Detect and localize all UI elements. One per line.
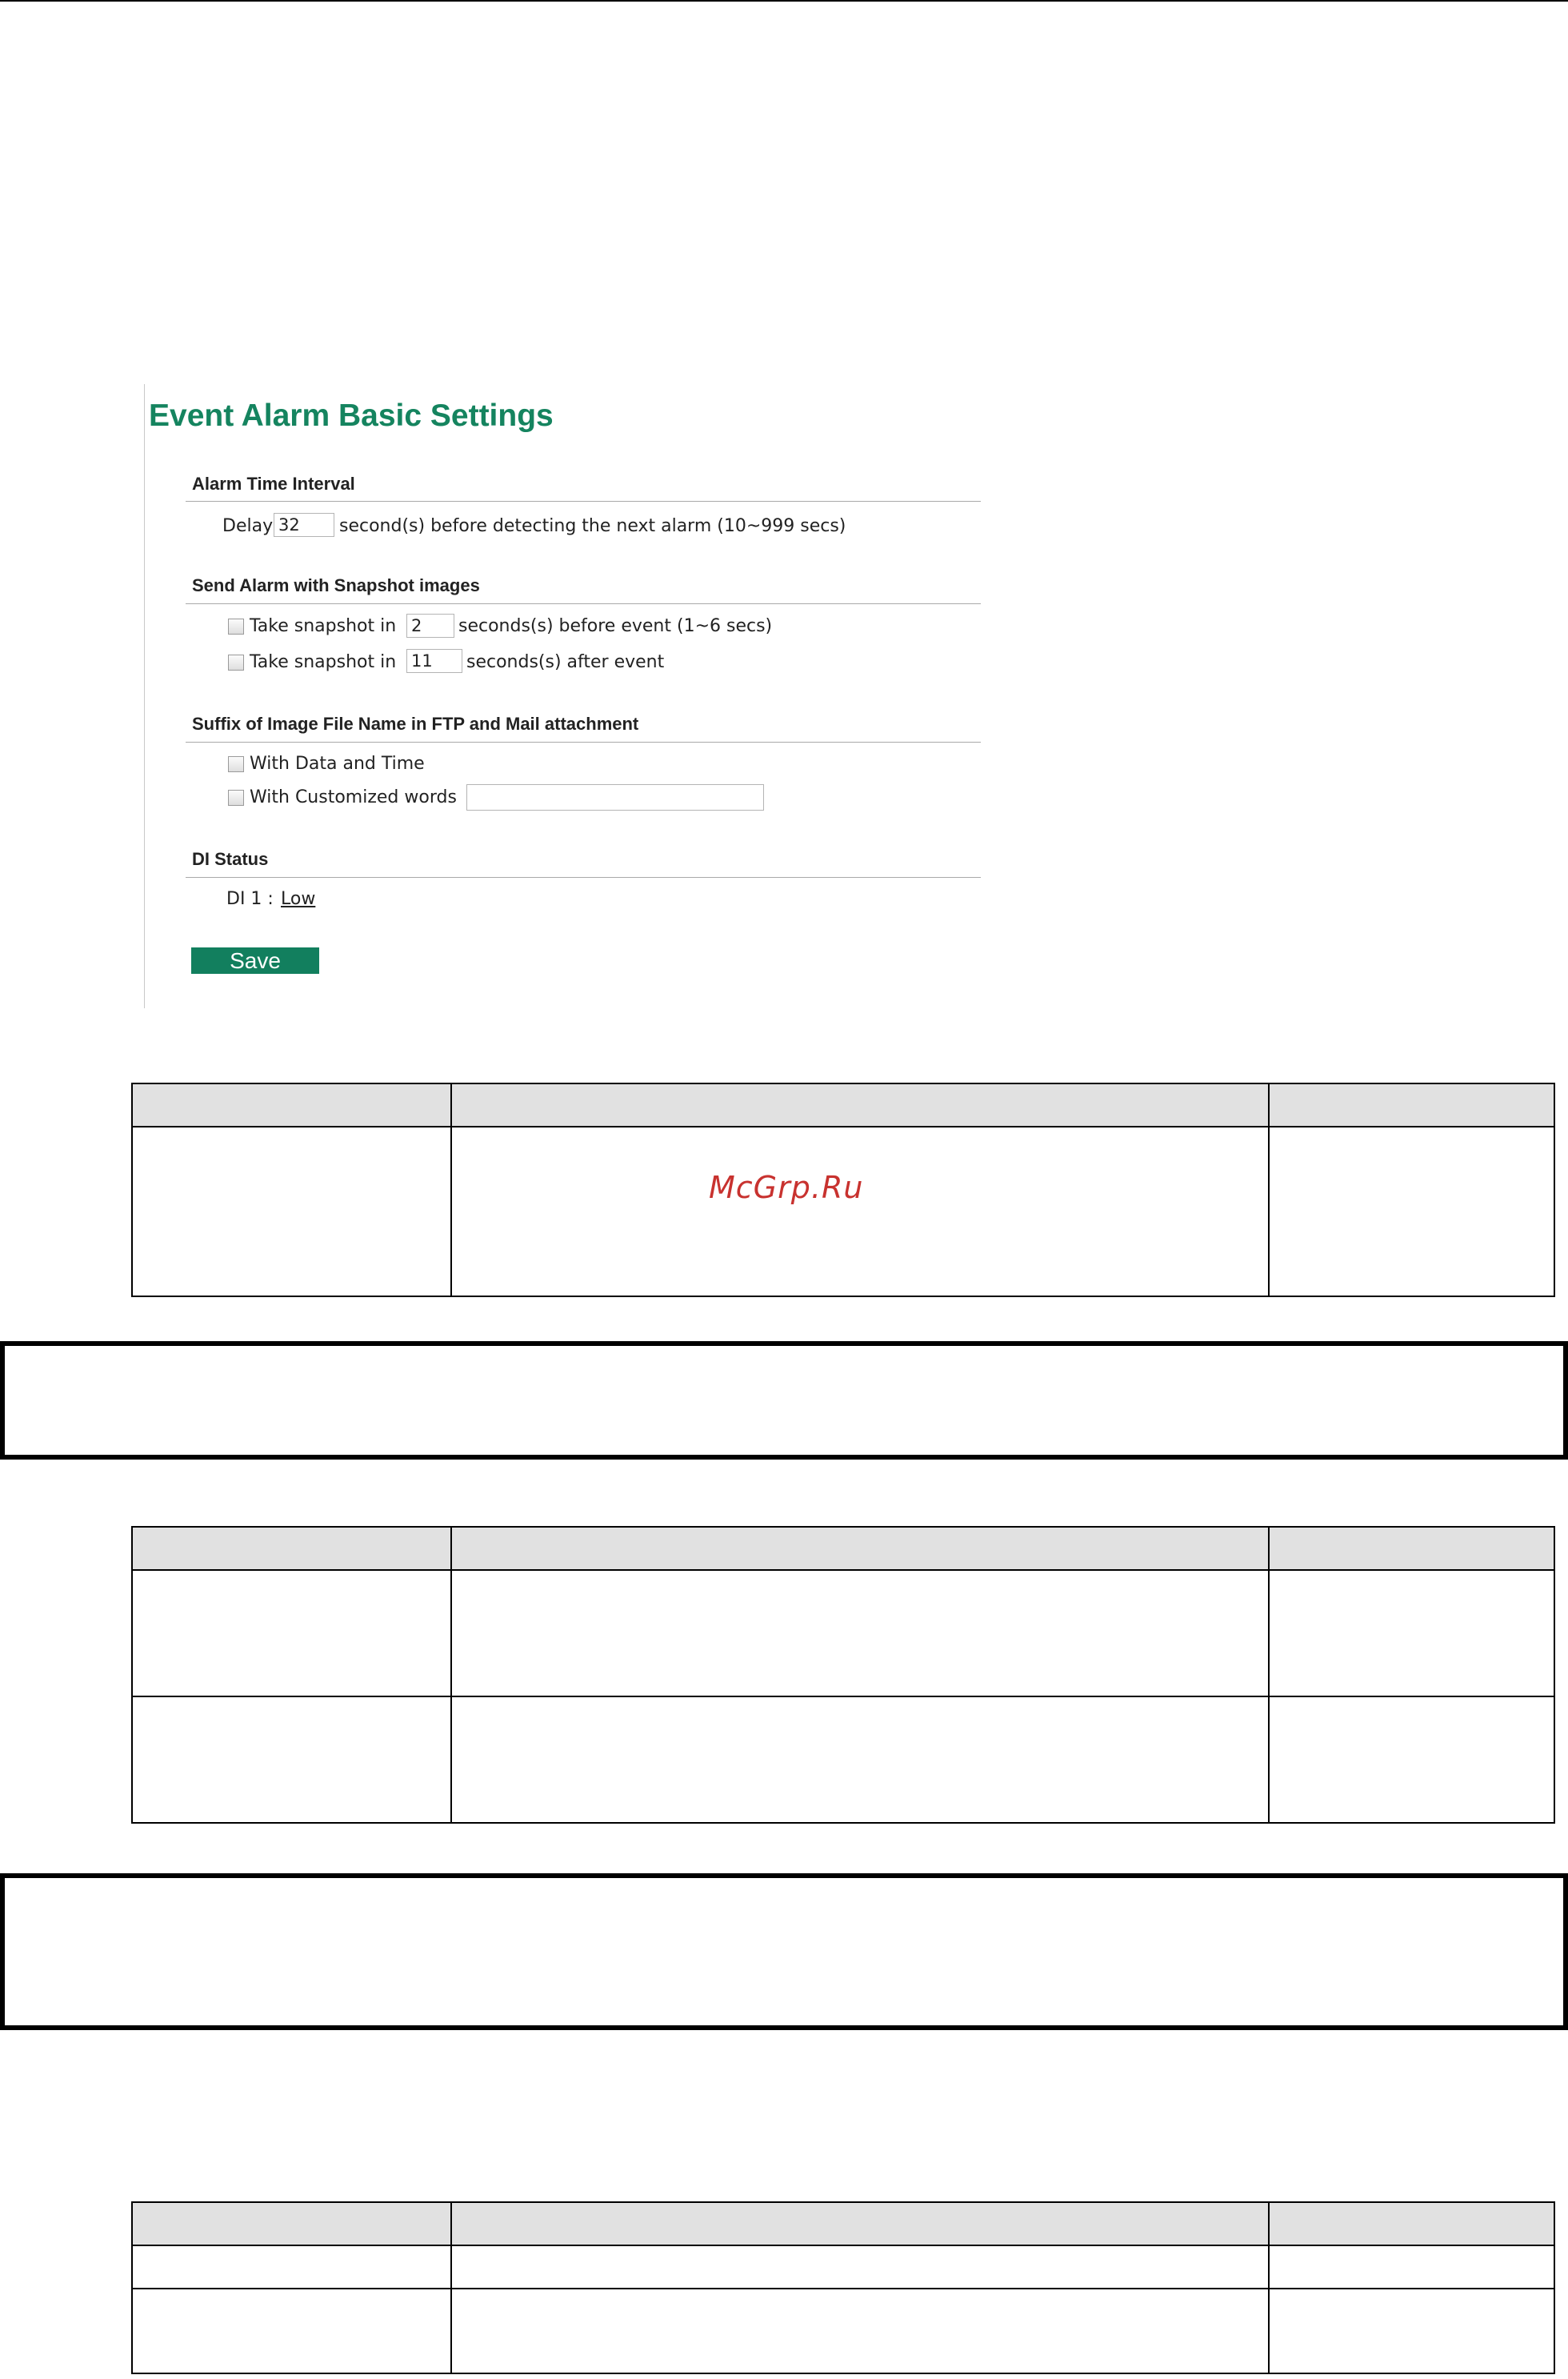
save-button[interactable]: Save — [191, 947, 319, 974]
snapshot-after-label: Take snapshot in — [250, 652, 397, 672]
table-cell — [132, 1570, 451, 1696]
table-cell — [451, 1127, 1270, 1296]
page-top-rule — [0, 0, 1568, 2]
section-heading-di-status: DI Status — [192, 849, 269, 869]
di-1-label: DI 1 : — [226, 889, 274, 909]
table-header-row — [132, 2202, 1554, 2245]
section-divider — [186, 877, 981, 878]
delay-suffix: second(s) before detecting the next alarm (10~999 secs) — [339, 516, 846, 536]
table-cell — [132, 1696, 451, 1823]
snapshot-before-input[interactable] — [406, 614, 454, 638]
table-header-cell — [451, 2202, 1270, 2245]
di-1-value: Low — [281, 889, 316, 909]
table-cell — [451, 2245, 1270, 2289]
table-row — [132, 1696, 1554, 1823]
table-header-row — [132, 1083, 1554, 1127]
section-heading-suffix: Suffix of Image File Name in FTP and Mail attachment — [192, 714, 639, 734]
table-header-row — [132, 1527, 1554, 1570]
snapshot-before-checkbox[interactable] — [228, 619, 244, 635]
watermark: McGrp.Ru — [709, 1170, 864, 1205]
section-heading-snapshot: Send Alarm with Snapshot images — [192, 575, 480, 595]
table-header-cell — [1269, 1083, 1554, 1127]
note-box — [0, 1341, 1568, 1460]
table-row — [132, 2289, 1554, 2373]
table-row — [132, 2245, 1554, 2289]
table-cell — [1269, 1570, 1554, 1696]
snapshot-after-checkbox[interactable] — [228, 655, 244, 671]
date-time-label: With Data and Time — [250, 754, 425, 774]
doc-table-3 — [131, 2201, 1555, 2374]
table-cell — [451, 2289, 1270, 2373]
table-row — [132, 1127, 1554, 1296]
table-header-cell — [451, 1083, 1270, 1127]
table-header-cell — [1269, 1527, 1554, 1570]
table-cell — [132, 2245, 451, 2289]
table-cell — [451, 1570, 1270, 1696]
table-cell — [132, 1127, 451, 1296]
custom-words-label: With Customized words — [250, 787, 457, 807]
table-row — [132, 1570, 1554, 1696]
delay-input[interactable] — [274, 513, 334, 537]
table-cell — [1269, 1127, 1554, 1296]
page-title: Event Alarm Basic Settings — [149, 399, 554, 433]
delay-label: Delay — [222, 516, 274, 536]
snapshot-after-input[interactable] — [406, 649, 462, 673]
table-header-cell — [1269, 2202, 1554, 2245]
table-cell — [132, 2289, 451, 2373]
custom-words-checkbox[interactable] — [228, 790, 244, 806]
snapshot-before-suffix: seconds(s) before event (1~6 secs) — [458, 616, 773, 636]
table-cell — [1269, 2245, 1554, 2289]
table-cell — [451, 1696, 1270, 1823]
snapshot-after-suffix: seconds(s) after event — [466, 652, 665, 672]
table-header-cell — [132, 1527, 451, 1570]
table-header-cell — [451, 1527, 1270, 1570]
date-time-checkbox[interactable] — [228, 756, 244, 772]
section-heading-alarm-interval: Alarm Time Interval — [192, 474, 355, 494]
section-divider — [186, 501, 981, 502]
note-box — [0, 1873, 1568, 2030]
section-divider — [186, 603, 981, 604]
table-cell — [1269, 2289, 1554, 2373]
doc-table-2 — [131, 1526, 1555, 1824]
snapshot-before-label: Take snapshot in — [250, 616, 397, 636]
section-divider — [186, 742, 981, 743]
table-cell — [1269, 1696, 1554, 1823]
table-header-cell — [132, 2202, 451, 2245]
custom-words-input[interactable] — [466, 784, 764, 811]
table-header-cell — [132, 1083, 451, 1127]
